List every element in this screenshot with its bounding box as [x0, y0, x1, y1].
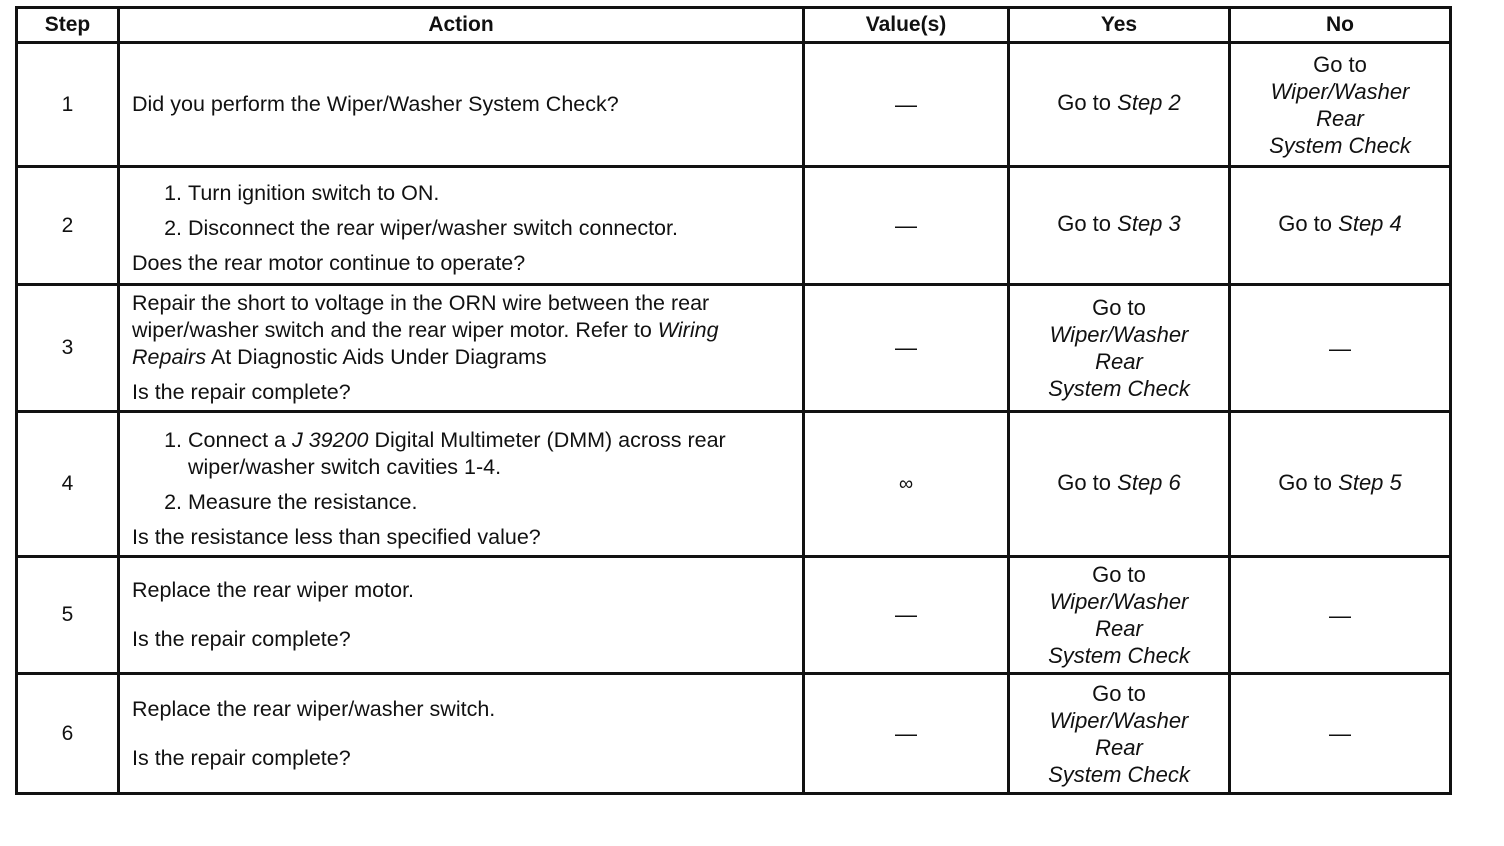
value-cell: — [804, 285, 1009, 412]
action-list-item: 1. Turn ignition switch to ON. [188, 180, 792, 207]
value-cell: ∞ [804, 412, 1009, 557]
yes-ref-line: System Check [1048, 761, 1190, 787]
action-text: Did you perform the Wiper/Washer System Check? [132, 92, 619, 116]
step-number: 3 [17, 285, 119, 412]
yes-prefix: Go to [1092, 295, 1146, 320]
yes-cell [1009, 285, 1230, 412]
action-text-part: At Diagnostic Aids Under Diagrams [210, 345, 547, 369]
no-cell [1230, 43, 1451, 167]
item-text: Digital Multimeter (DMM) across rear wiper/washer switch cavities 1-4. [188, 428, 726, 479]
yes-ref-line: Rear [1095, 616, 1143, 641]
yes-step-ref: Step 3 [1117, 211, 1181, 236]
no-step-ref: Step 5 [1338, 469, 1402, 495]
no-step-ref: Step 4 [1338, 211, 1402, 236]
tool-ref: J 39200 [292, 428, 369, 452]
header-row [17, 8, 1451, 43]
yes-ref-line: Wiper/Washer [1049, 589, 1189, 614]
action-question: Does the rear motor continue to operate? [132, 251, 526, 275]
spacer [132, 723, 792, 745]
table-row [17, 412, 1451, 557]
yes-prefix: Go to [1057, 90, 1112, 115]
header-step: Step [17, 8, 119, 43]
action-question: Is the resistance less than specified value? [132, 525, 541, 549]
yes-cell [1009, 557, 1230, 674]
action-cell [119, 412, 804, 557]
header-values: Value(s) [804, 8, 1009, 43]
action-text [132, 290, 792, 371]
value-cell: — [804, 43, 1009, 167]
yes-prefix: Go to [1092, 562, 1146, 587]
no-cell [1230, 167, 1451, 285]
action-text: Replace the rear wiper/washer switch. [132, 696, 496, 721]
action-cell [119, 557, 804, 674]
yes-step-ref: Step 6 [1117, 469, 1181, 495]
diagnostic-table [15, 6, 1452, 795]
yes-ref-line: System Check [1048, 376, 1190, 401]
yes-ref-line: Rear [1095, 349, 1143, 374]
yes-cell [1009, 674, 1230, 794]
action-cell [119, 285, 804, 412]
no-prefix: Go to [1278, 469, 1333, 495]
action-cell [119, 43, 804, 167]
action-list-item [188, 427, 792, 481]
step-number: 1 [17, 43, 119, 167]
yes-cell [1009, 167, 1230, 285]
action-list [132, 427, 792, 516]
action-question: Is the repair complete? [132, 745, 351, 770]
yes-ref-line: Wiper/Washer [1049, 322, 1189, 347]
action-cell [119, 167, 804, 285]
no-cell [1230, 412, 1451, 557]
action-text-part: Repair the short to voltage in the ORN wire between the rear wiper/washer switch and the rear wiper motor. Refer to [132, 291, 710, 342]
no-cell: — [1230, 674, 1451, 794]
action-text: Replace the rear wiper motor. [132, 578, 415, 602]
wiring-repairs-ref: Wiring Repairs [132, 318, 719, 369]
yes-prefix: Go to [1057, 211, 1112, 236]
no-prefix: Go to [1313, 51, 1367, 77]
table-row [17, 285, 1451, 412]
value-cell: — [804, 674, 1009, 794]
table-row [17, 674, 1451, 794]
yes-ref-line: Rear [1095, 734, 1143, 760]
no-cell: — [1230, 285, 1451, 412]
step-number: 2 [17, 167, 119, 285]
table-row [17, 557, 1451, 674]
value-cell: — [804, 557, 1009, 674]
no-ref-line: Wiper/Washer [1270, 78, 1410, 104]
action-question: Is the repair complete? [132, 627, 351, 651]
action-list [132, 180, 792, 242]
step-number: 6 [17, 674, 119, 794]
no-cell: — [1230, 557, 1451, 674]
yes-cell [1009, 43, 1230, 167]
yes-ref-line: Wiper/Washer [1049, 707, 1189, 733]
spacer [132, 604, 792, 626]
no-ref-line: System Check [1269, 132, 1411, 158]
header-action: Action [119, 8, 804, 43]
yes-ref-line: System Check [1048, 643, 1190, 668]
yes-prefix: Go to [1057, 469, 1112, 495]
item-text: Connect a [188, 428, 287, 452]
no-ref-line: Rear [1316, 105, 1364, 131]
action-question: Is the repair complete? [132, 380, 351, 404]
table-row [17, 43, 1451, 167]
table-row [17, 167, 1451, 285]
yes-step-ref: Step 2 [1117, 90, 1181, 115]
step-number: 4 [17, 412, 119, 557]
action-list-item: 2. Disconnect the rear wiper/washer switch connector. [188, 215, 792, 242]
yes-prefix: Go to [1092, 680, 1146, 706]
step-number: 5 [17, 557, 119, 674]
value-cell: — [804, 167, 1009, 285]
action-cell [119, 674, 804, 794]
yes-cell [1009, 412, 1230, 557]
no-prefix: Go to [1278, 211, 1333, 236]
header-no: No [1230, 8, 1451, 43]
action-list-item: 2. Measure the resistance. [188, 489, 792, 516]
header-yes: Yes [1009, 8, 1230, 43]
